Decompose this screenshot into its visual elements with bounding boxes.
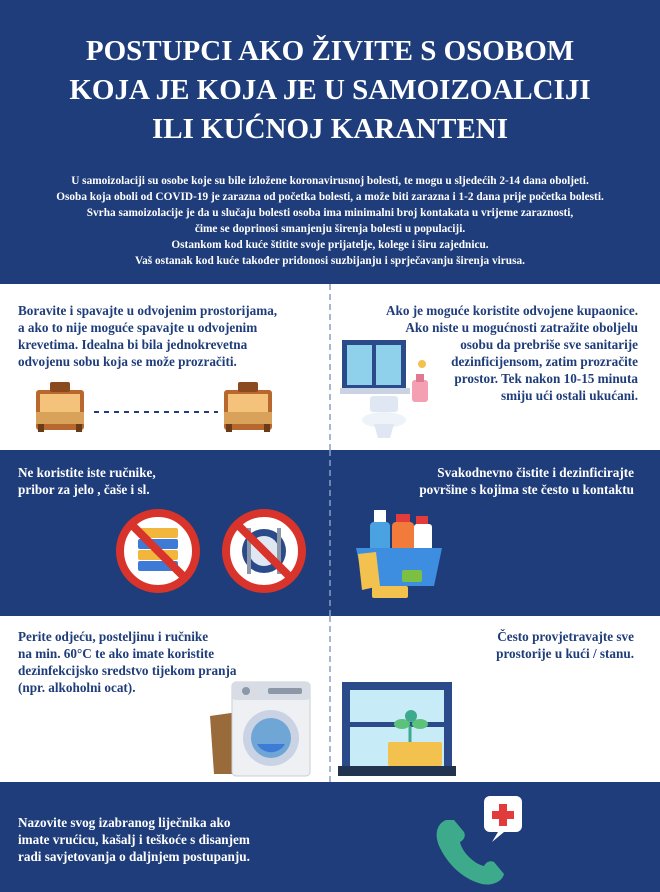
tip-line: (npr. alkoholni ocat).: [18, 680, 136, 695]
tip-line: Ako je moguće koristite odvojene kupaonice.: [385, 303, 638, 318]
tip-line: radi savjetovanja o daljnjem postupanju.: [18, 849, 250, 864]
title-line-1: POSTUPCI AKO ŽIVITE S OSOBOM: [85, 35, 575, 67]
intro-line: čime se doprinosi smanjenju širenja bolesti u populaciji.: [194, 223, 466, 235]
tip-line: smiju ući ostali ukućani.: [500, 388, 638, 403]
intro-line: Vaš ostanak kod kuće također pridonosi suzbijanju i sprječavanju širenja virusa.: [135, 255, 525, 267]
tip-line: krevetima. Idealna bi bila jednokrevetna: [18, 337, 248, 352]
tip-line: na min. 60°C te ako imate koristite: [18, 646, 215, 661]
intro-line: U samoizolaciji su osobe koje su bile izložene koronavirusnoj bolesti, te mogu u sljedećih 2-14 dana oboljeti.: [71, 175, 589, 187]
tip-line: Svakodnevno čistite i dezinficirajte: [437, 465, 634, 480]
row-divider: [329, 616, 331, 782]
no-sharing-icon: [116, 508, 312, 594]
intro-line: Ostankom kod kuće štitite svoje prijatelje, kolege i širu zajednicu.: [171, 239, 489, 251]
row-divider: [329, 284, 331, 450]
tip-line: Ne koristite iste ručnike,: [18, 465, 156, 480]
tip-separate-room: [18, 302, 277, 370]
washing-machine-icon: [204, 678, 314, 778]
tip-line: Perite odjeću, posteljinu i ručnike: [18, 629, 209, 644]
footer-section: [0, 810, 660, 892]
tip-line: Boravite i spavajte u odvojenim prostorijama,: [18, 303, 278, 318]
intro-line: Svrha samoizolacije je da u slučaju bolesti osoba ima minimalni broj kontakata u vrijeme zaraznosti,: [86, 207, 574, 219]
tip-call-doctor: [18, 814, 250, 865]
title-line-2: KOJA JE KOJA JE U SAMOIZOALCIJI: [69, 74, 591, 106]
row-laundry: [0, 616, 660, 782]
tip-line: pribor za jelo , čaše i sl.: [18, 482, 150, 497]
row-divider: [329, 450, 331, 616]
intro-line: Osoba koja oboli od COVID-19 je zarazna od početka bolesti, a može biti zarazna i 1-2 dana prije početka bolesti.: [56, 191, 604, 203]
tip-disinfect: [419, 464, 634, 498]
cleaning-supplies-icon: [354, 506, 444, 602]
tip-line: prostor. Tek nakon 10-15 minuta: [454, 371, 638, 386]
tip-line: a ako to nije moguće spavajte u odvojenim: [18, 320, 258, 335]
row-items: [0, 450, 660, 616]
row-rooms: [0, 284, 660, 450]
intro-text: [20, 173, 640, 269]
tip-line: dezinficijensom, zatim prozračite: [451, 354, 638, 369]
page-title: [30, 32, 630, 149]
tip-line: osobu da prebriše sve sanitarije: [460, 337, 638, 352]
tip-line: Često provjetravajte sve: [497, 629, 634, 644]
tip-line: prostorije u kući / stanu.: [496, 646, 634, 661]
tip-line: Ako niste u mogućnosti zatražite oboljelu: [405, 320, 638, 335]
tip-line: imate vrućicu, kašalj i teškoće s disanjem: [18, 832, 250, 847]
header-section: [0, 0, 660, 284]
tip-no-shared-items: [18, 464, 156, 498]
tip-line: dezinfekcijsko sredstvo tijekom pranja: [18, 663, 237, 678]
open-window-icon: [338, 678, 456, 778]
tip-ventilate: [496, 628, 634, 662]
separate-beds-icon: [36, 378, 306, 432]
phone-medical-icon: [432, 792, 532, 888]
tip-line: odvojenu sobu koja se može prozračiti.: [18, 354, 237, 369]
title-line-3: ILI KUĆNOJ KARANTENI: [151, 113, 509, 145]
tip-line: površine s kojima ste često u kontaktu: [419, 482, 634, 497]
tip-line: Nazovite svog izabranog liječnika ako: [18, 815, 231, 830]
bathroom-icon: [340, 338, 434, 442]
